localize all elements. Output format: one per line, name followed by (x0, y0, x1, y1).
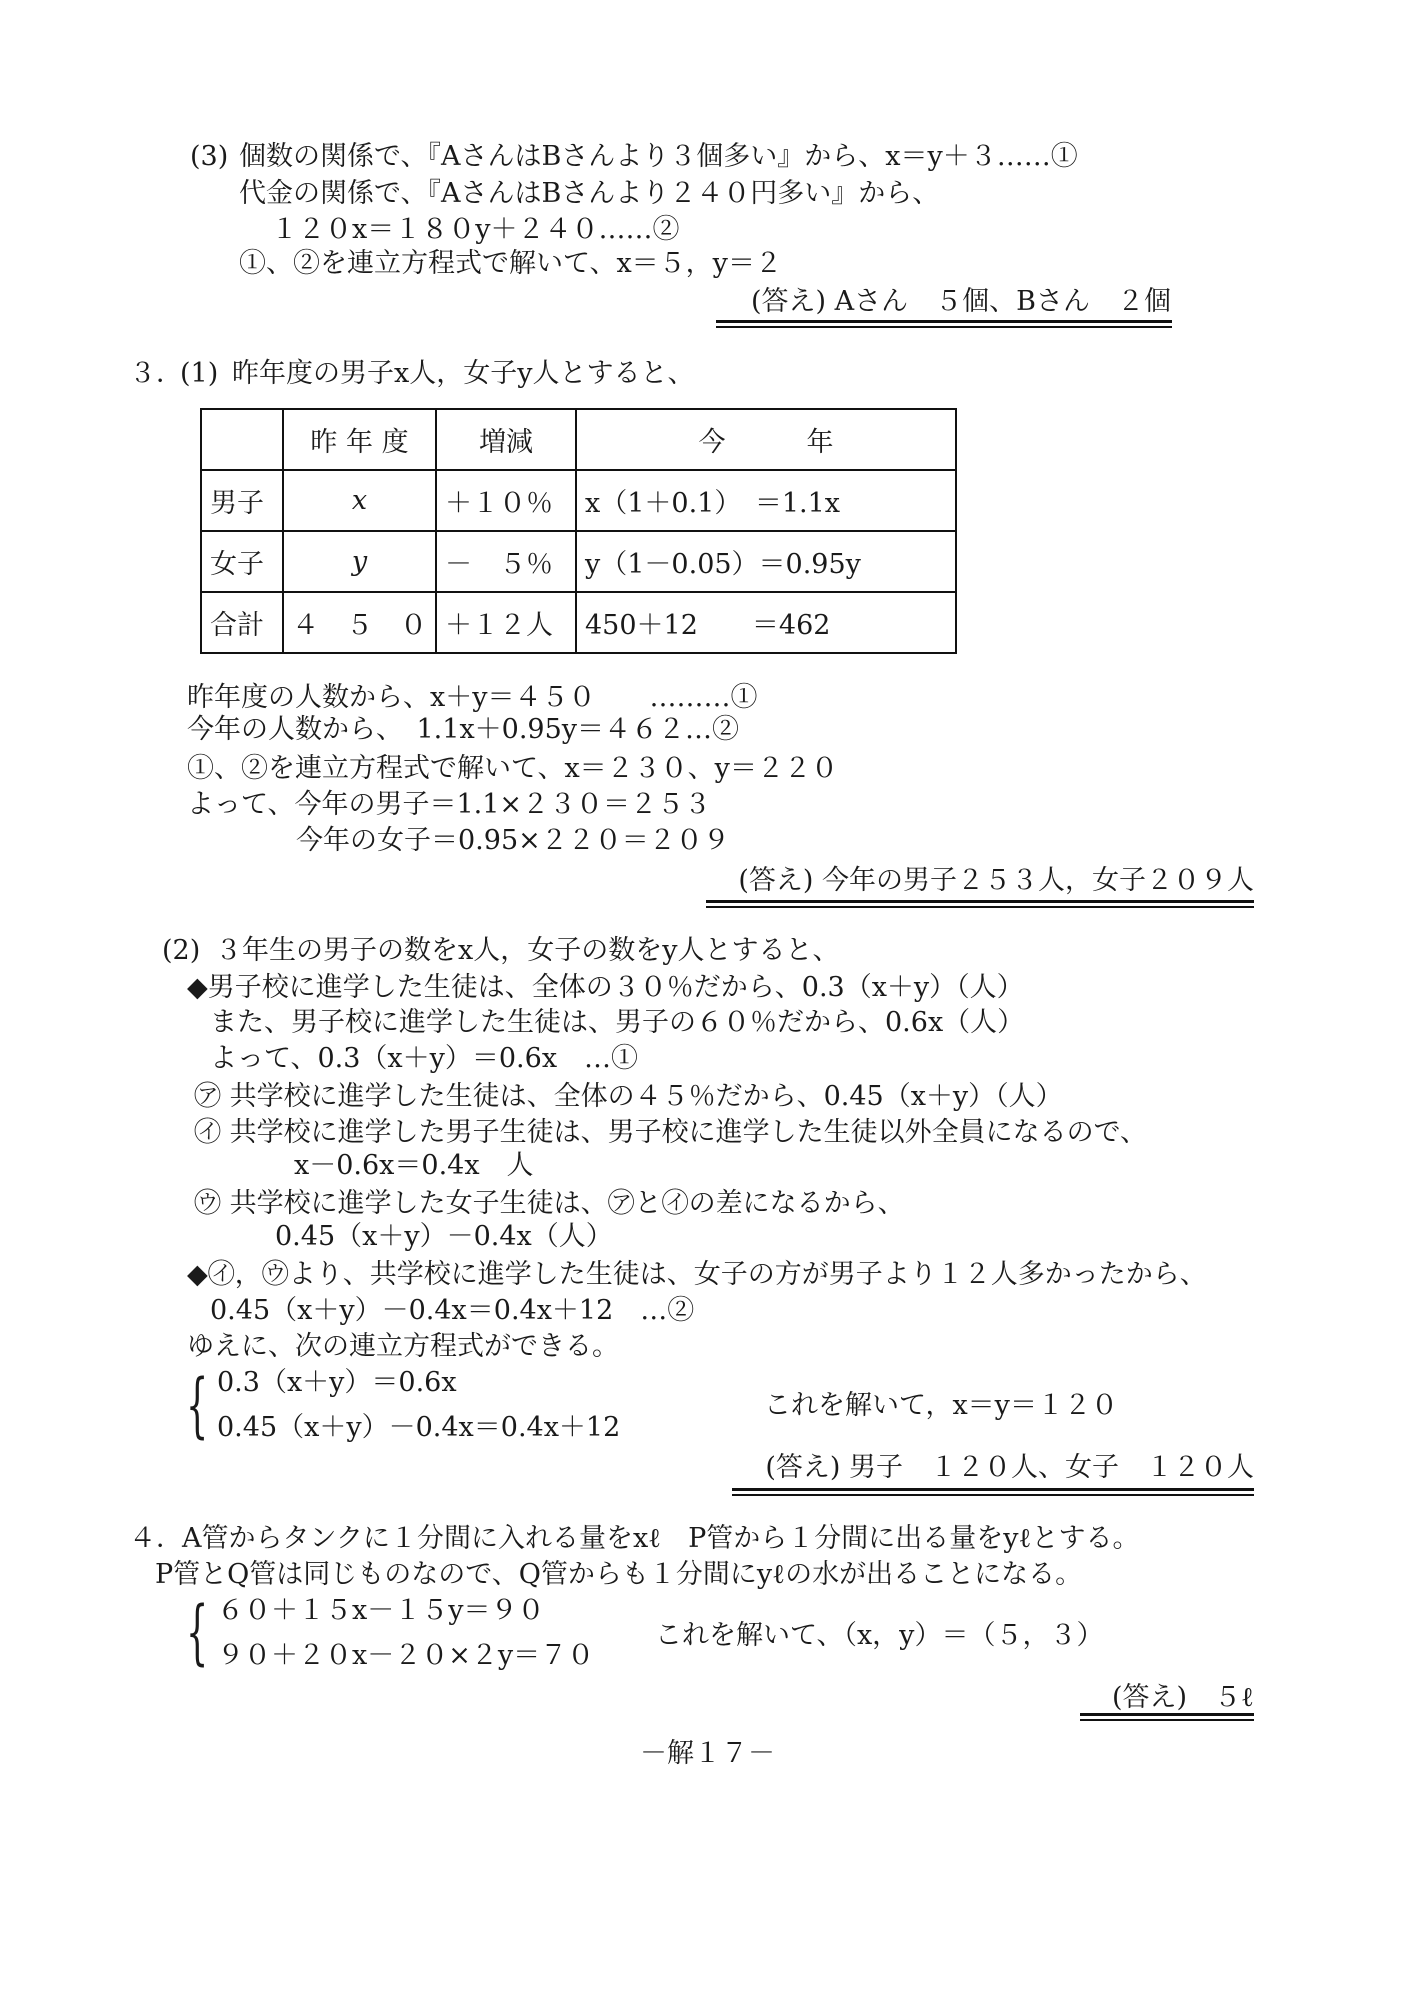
text-line: 昨年度の人数から、x＋y＝４５０ ………① (187, 682, 758, 713)
table-row (201, 470, 956, 531)
table-header: 今 年 (576, 409, 956, 470)
text-line: 代金の関係で、『AさんはBさんより２４０円多い』から、 (239, 178, 940, 209)
answer: (答え) ５ℓ (1111, 1682, 1254, 1713)
equation-line: 0.45（x＋y）－0.4x＝0.4x＋12 …② (210, 1295, 695, 1326)
text-line: よって、今年の男子＝1.1×２３０＝２５３ (187, 789, 712, 820)
solution-text: これを解いて、（x，y）＝（５，３） (655, 1620, 1104, 1651)
answer: (答え) 男子 １２０人、女子 １２０人 (765, 1452, 1254, 1483)
brace-icon: { (186, 1364, 209, 1446)
table-cell: － ５％ (436, 531, 576, 592)
equation-line: １２０x＝１８０y＋２４０……② (271, 214, 680, 245)
table-cell: x（1＋0.1） ＝1.1x (576, 470, 956, 531)
question-number: ４． (129, 1523, 183, 1554)
text-line: 個数の関係で、『AさんはBさんより３個多い』から、x＝y＋３……① (239, 141, 1078, 172)
text-line: A管からタンクに１分間に入れる量をxℓ P管から１分間に出る量をyℓとする。 (182, 1523, 1140, 1554)
text-line: ◆㋑，㋒より、共学校に進学した生徒は、女子の方が男子より１２人多かったから、 (187, 1259, 1207, 1290)
table-header: 増減 (436, 409, 576, 470)
table-cell: y（1－0.05）＝0.95y (576, 531, 956, 592)
subquestion-label: (3) (190, 141, 229, 172)
system-equation: 0.3（x＋y）＝0.6x (217, 1367, 457, 1398)
answer: (答え) Aさん ５個、Bさん ２個 (751, 286, 1171, 317)
question-number: ３． (129, 358, 183, 389)
table-row (201, 592, 956, 653)
table-cell: ＋１２人 (436, 592, 576, 653)
table-cell: ＋１０％ (436, 470, 576, 531)
table-cell: 女子 (201, 531, 283, 592)
text-line: P管とQ管は同じものなので、Q管からも１分間にyℓの水が出ることになる。 (155, 1559, 1083, 1590)
text-line: ゆえに、次の連立方程式ができる。 (187, 1331, 619, 1362)
table-header: 昨 年 度 (283, 409, 436, 470)
equation-line: 0.45（x＋y）－0.4x（人） (275, 1221, 613, 1252)
answer-underline (732, 1488, 1254, 1496)
table-cell: 合計 (201, 592, 283, 653)
text-line: ㋒ 共学校に進学した女子生徒は、㋐と㋑の差になるから、 (194, 1188, 905, 1219)
text-line: ㋑ 共学校に進学した男子生徒は、男子校に進学した生徒以外全員になるので、 (194, 1117, 1148, 1148)
answer-underline (716, 320, 1172, 328)
text-line: よって、0.3（x＋y）＝0.6x …① (210, 1043, 639, 1074)
subquestion-label: (2) (162, 935, 201, 966)
table-row (201, 531, 956, 592)
text-line: ◆男子校に進学した生徒は、全体の３０％だから、0.3（x＋y）（人） (187, 972, 1024, 1003)
system-equation: ９０＋２０x－２０×２y＝７０ (217, 1640, 595, 1671)
brace-icon: { (186, 1591, 209, 1673)
equation-line: x－0.6x＝0.4x 人 (294, 1150, 534, 1181)
table-cell: x (283, 470, 436, 531)
table-cell: ４ ５ ０ (283, 592, 436, 653)
answer-underline (706, 900, 1254, 908)
system-equation: 0.45（x＋y）－0.4x＝0.4x＋12 (217, 1412, 621, 1443)
answer: (答え) 今年の男子２５３人，女子２０９人 (738, 865, 1254, 896)
table-cell (201, 409, 283, 470)
text-line: 今年の人数から、 1.1x＋0.95y＝４６２…② (187, 714, 740, 745)
table-cell: 450＋12 ＝462 (576, 592, 956, 653)
subquestion-label: (1) (180, 358, 219, 389)
table-cell: y (283, 531, 436, 592)
system-equation: ６０＋１５x－１５y＝９０ (217, 1595, 545, 1626)
text-line: また、男子校に進学した生徒は、男子の６０％だから、0.6x（人） (210, 1007, 1025, 1038)
text-line: ①、②を連立方程式で解いて、x＝５，y＝２ (239, 248, 782, 279)
table-cell: 男子 (201, 470, 283, 531)
text-line: 今年の女子＝0.95×２２０＝２０９ (296, 825, 730, 856)
data-table (200, 408, 957, 654)
page-number: －解１７－ (640, 1738, 775, 1769)
text-line: ㋐ 共学校に進学した生徒は、全体の４５％だから、0.45（x＋y）（人） (194, 1081, 1063, 1112)
answer-underline (1080, 1713, 1254, 1721)
text-line: ①、②を連立方程式で解いて、x＝２３０、y＝２２０ (187, 753, 838, 784)
solution-text: これを解いて，x＝y＝１２０ (764, 1390, 1118, 1421)
text-line: 昨年度の男子x人，女子y人とすると、 (232, 358, 695, 389)
table-header-row (201, 409, 956, 470)
text-line: ３年生の男子の数をx人，女子の数をy人とすると、 (215, 935, 840, 966)
